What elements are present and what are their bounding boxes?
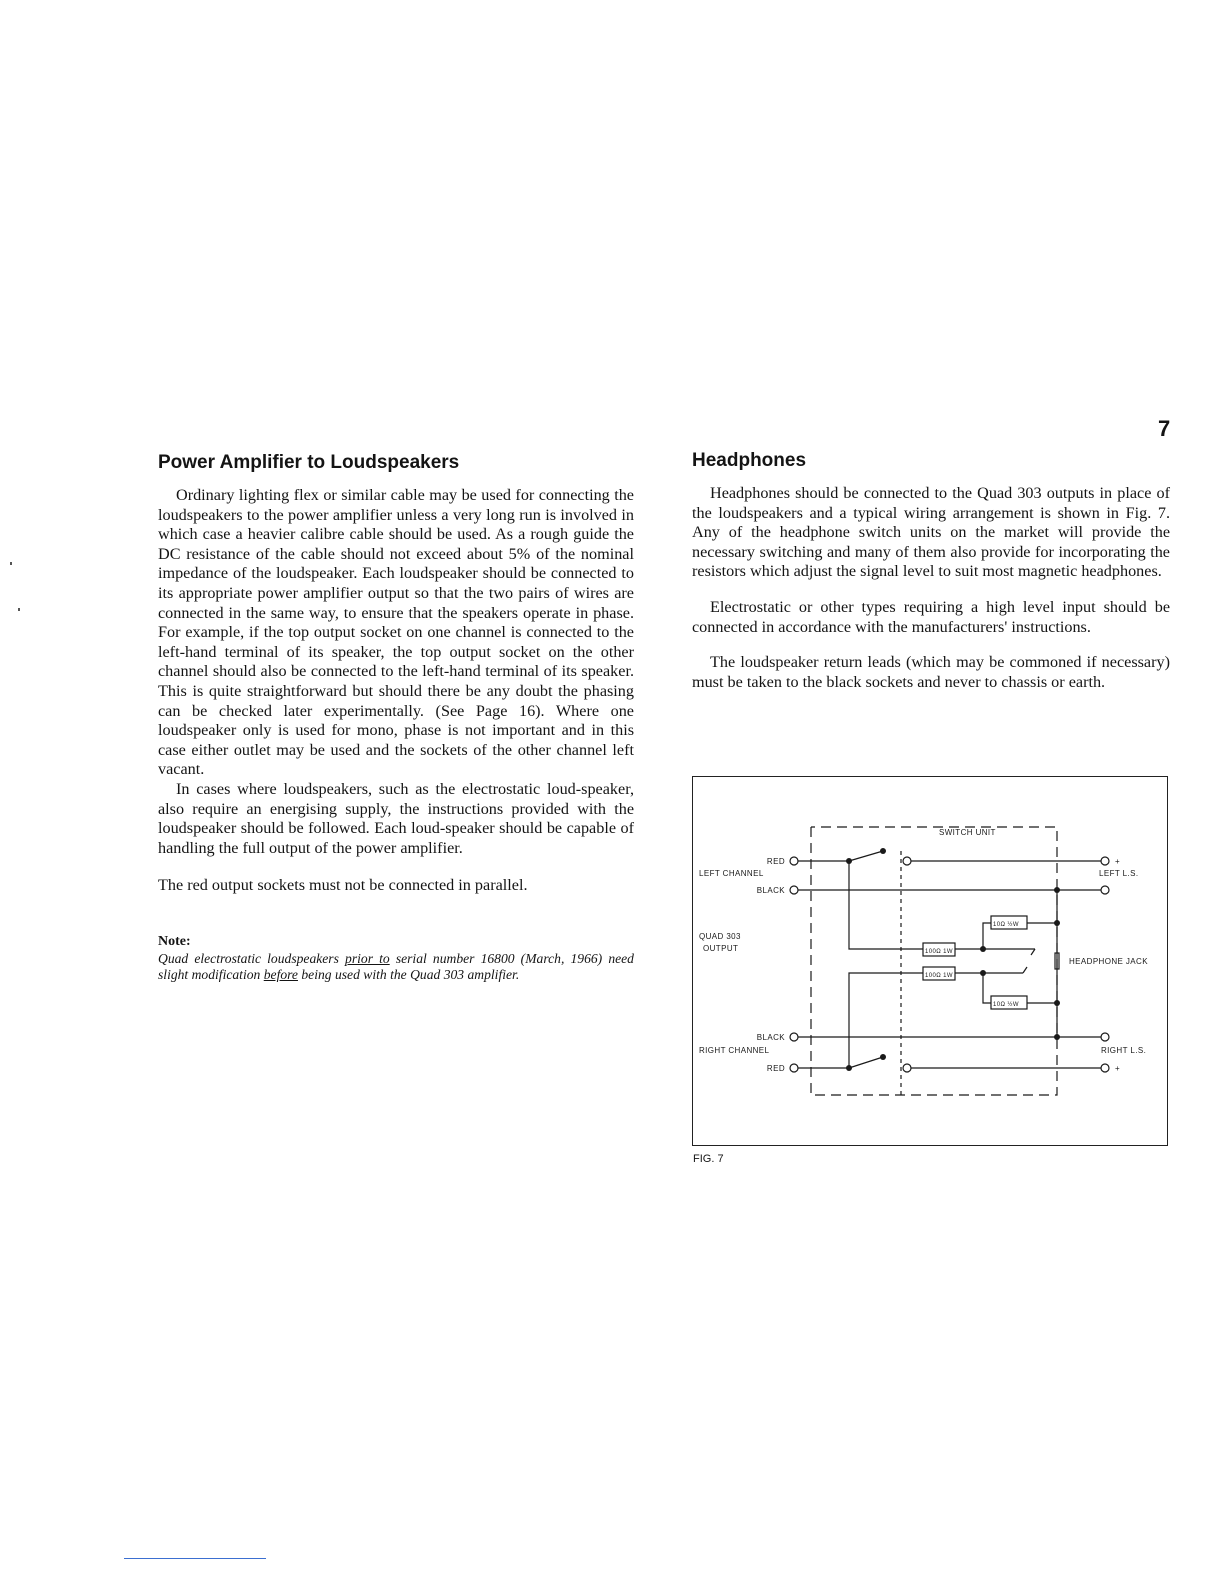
label-output: OUTPUT — [703, 944, 739, 953]
note-underlined-prior: prior to — [345, 951, 390, 967]
wire-right-to-resistor — [849, 973, 923, 1068]
paragraph-headphones: Headphones should be connected to the Quad 303 outputs in place of the loudspeakers and a typical wiring arrangement is shown in Fig. 7. Any of the headphone switch units on the market will provide the necessary switching and many of them also provide for incorporating the resistors which adjust the signal level to suit most magnetic headphones. — [692, 484, 1170, 581]
parallel-warning: The red output sockets must not be connected in parallel. — [158, 876, 528, 895]
label-black-top: BLACK — [756, 886, 785, 895]
left-column — [158, 452, 634, 983]
label-quad-303: QUAD 303 — [699, 932, 741, 941]
junction — [846, 858, 852, 864]
junction — [846, 1065, 852, 1071]
terminal-red-right — [790, 1064, 798, 1072]
switch-unit-box — [811, 827, 1057, 1095]
terminal-left-ls-positive — [1101, 857, 1109, 865]
junction — [1054, 887, 1060, 893]
note-heading: Note: — [158, 933, 191, 949]
section-heading-power-amplifier: Power Amplifier to Loudspeakers — [158, 452, 460, 473]
section-heading-headphones: Headphones — [692, 450, 807, 471]
switch-pivot — [880, 848, 886, 854]
junction — [1054, 1000, 1060, 1006]
terminal-right-ls-negative — [1101, 1033, 1109, 1041]
note-text — [158, 951, 634, 983]
label-red-bottom: RED — [766, 1064, 785, 1073]
label-plus-bottom: + — [1115, 1064, 1121, 1073]
switch-blade-top — [849, 851, 883, 861]
terminal-right-ls-positive — [1101, 1064, 1109, 1072]
terminal-black-right — [790, 1033, 798, 1041]
junction — [1054, 920, 1060, 926]
switch-contact-top — [903, 857, 911, 865]
paragraph-connection: Ordinary lighting flex or similar cable may be used for connecting the loudspeakers to the power amplifier unless a very long run is involved in which case a heavier calibre cable should be used. As a rough guide the DC resistance of the cable should not exceed about 5% of the nominal impedance of the loudspeaker. Each loudspeaker should be connected to its appropriate power amplifier output so that the two pairs of wires are connected in the same way, to ensure that the speakers operate in phase. For example, if the top output socket on one channel is connected to the left-hand terminal of its speaker, the top output socket on the other channel should also be connected to the left-hand terminal of its speaker. This is quite straightforward but should there be any doubt the phasing can be checked later experimentally. (See Page 16). Where one loudspeaker only is used for mono, phase is not important and in this case either outlet may be used and the sockets of the other channel left vacant. — [158, 486, 634, 779]
switch-contact-bottom — [903, 1064, 911, 1072]
wire-shunt-bottom — [983, 973, 991, 1003]
label-black-bottom: BLACK — [756, 1033, 785, 1042]
terminal-red-left — [790, 857, 798, 865]
label-red-top: RED — [766, 857, 785, 866]
terminal-left-ls-negative — [1101, 886, 1109, 894]
note-text-part: serial number 16800 (March, 1966) need slight modification — [158, 951, 634, 983]
right-column — [692, 450, 1170, 692]
label-resistor-100-top: 100Ω 1W — [925, 949, 953, 955]
note-text-part: being used with the Quad 303 amplifier. — [297, 967, 520, 983]
wire-shunt-top — [983, 923, 991, 949]
wiring-diagram-svg — [693, 777, 1169, 1147]
paragraph-energising-supply: In cases where loudspeakers, such as the electrostatic loud-speaker, also require an energising supply, the instructions provided with the loudspeaker should be followed. Each loud-speaker should be capable of handling the full output of the power amplifier. — [158, 779, 634, 857]
label-plus-top: + — [1115, 857, 1121, 866]
label-resistor-10-top: 10Ω ½W — [993, 922, 1019, 928]
wire-left-to-resistor — [849, 861, 923, 949]
note-text-part: Quad electrostatic loudspeakers — [158, 951, 346, 967]
note-underlined-before: before — [263, 967, 298, 983]
label-right-ls: RIGHT L.S. — [1101, 1046, 1147, 1055]
label-right-channel: RIGHT CHANNEL — [699, 1046, 770, 1055]
margin-speck — [18, 608, 20, 611]
label-left-channel: LEFT CHANNEL — [699, 869, 764, 878]
footnote-rule — [124, 1558, 266, 1559]
paragraph-electrostatic: Electrostatic or other types requiring a high level input should be connected in accordance with the manufacturers' instructions. — [692, 597, 1170, 636]
switch-pivot — [880, 1054, 886, 1060]
label-resistor-100-bottom: 100Ω 1W — [925, 973, 953, 979]
junction — [980, 970, 986, 976]
terminal-black-left — [790, 886, 798, 894]
junction — [980, 946, 986, 952]
note-block — [158, 932, 634, 984]
label-headphone-jack: HEADPHONE JACK — [1069, 957, 1148, 966]
label-left-ls: LEFT L.S. — [1099, 869, 1139, 878]
figure-caption: FIG. 7 — [693, 1153, 724, 1165]
page-number: 7 — [1158, 416, 1171, 441]
figure-7-wiring-diagram — [692, 776, 1168, 1146]
label-resistor-10-bottom: 10Ω ½W — [993, 1002, 1019, 1008]
label-switch-unit: SWITCH UNIT — [939, 828, 996, 837]
switch-blade-bottom — [849, 1057, 883, 1068]
margin-speck — [10, 562, 12, 565]
junction — [1054, 1034, 1060, 1040]
paragraph-return-leads: The loudspeaker return leads (which may be commoned if necessary) must be taken to the black sockets and never to chassis or earth. — [692, 653, 1170, 691]
